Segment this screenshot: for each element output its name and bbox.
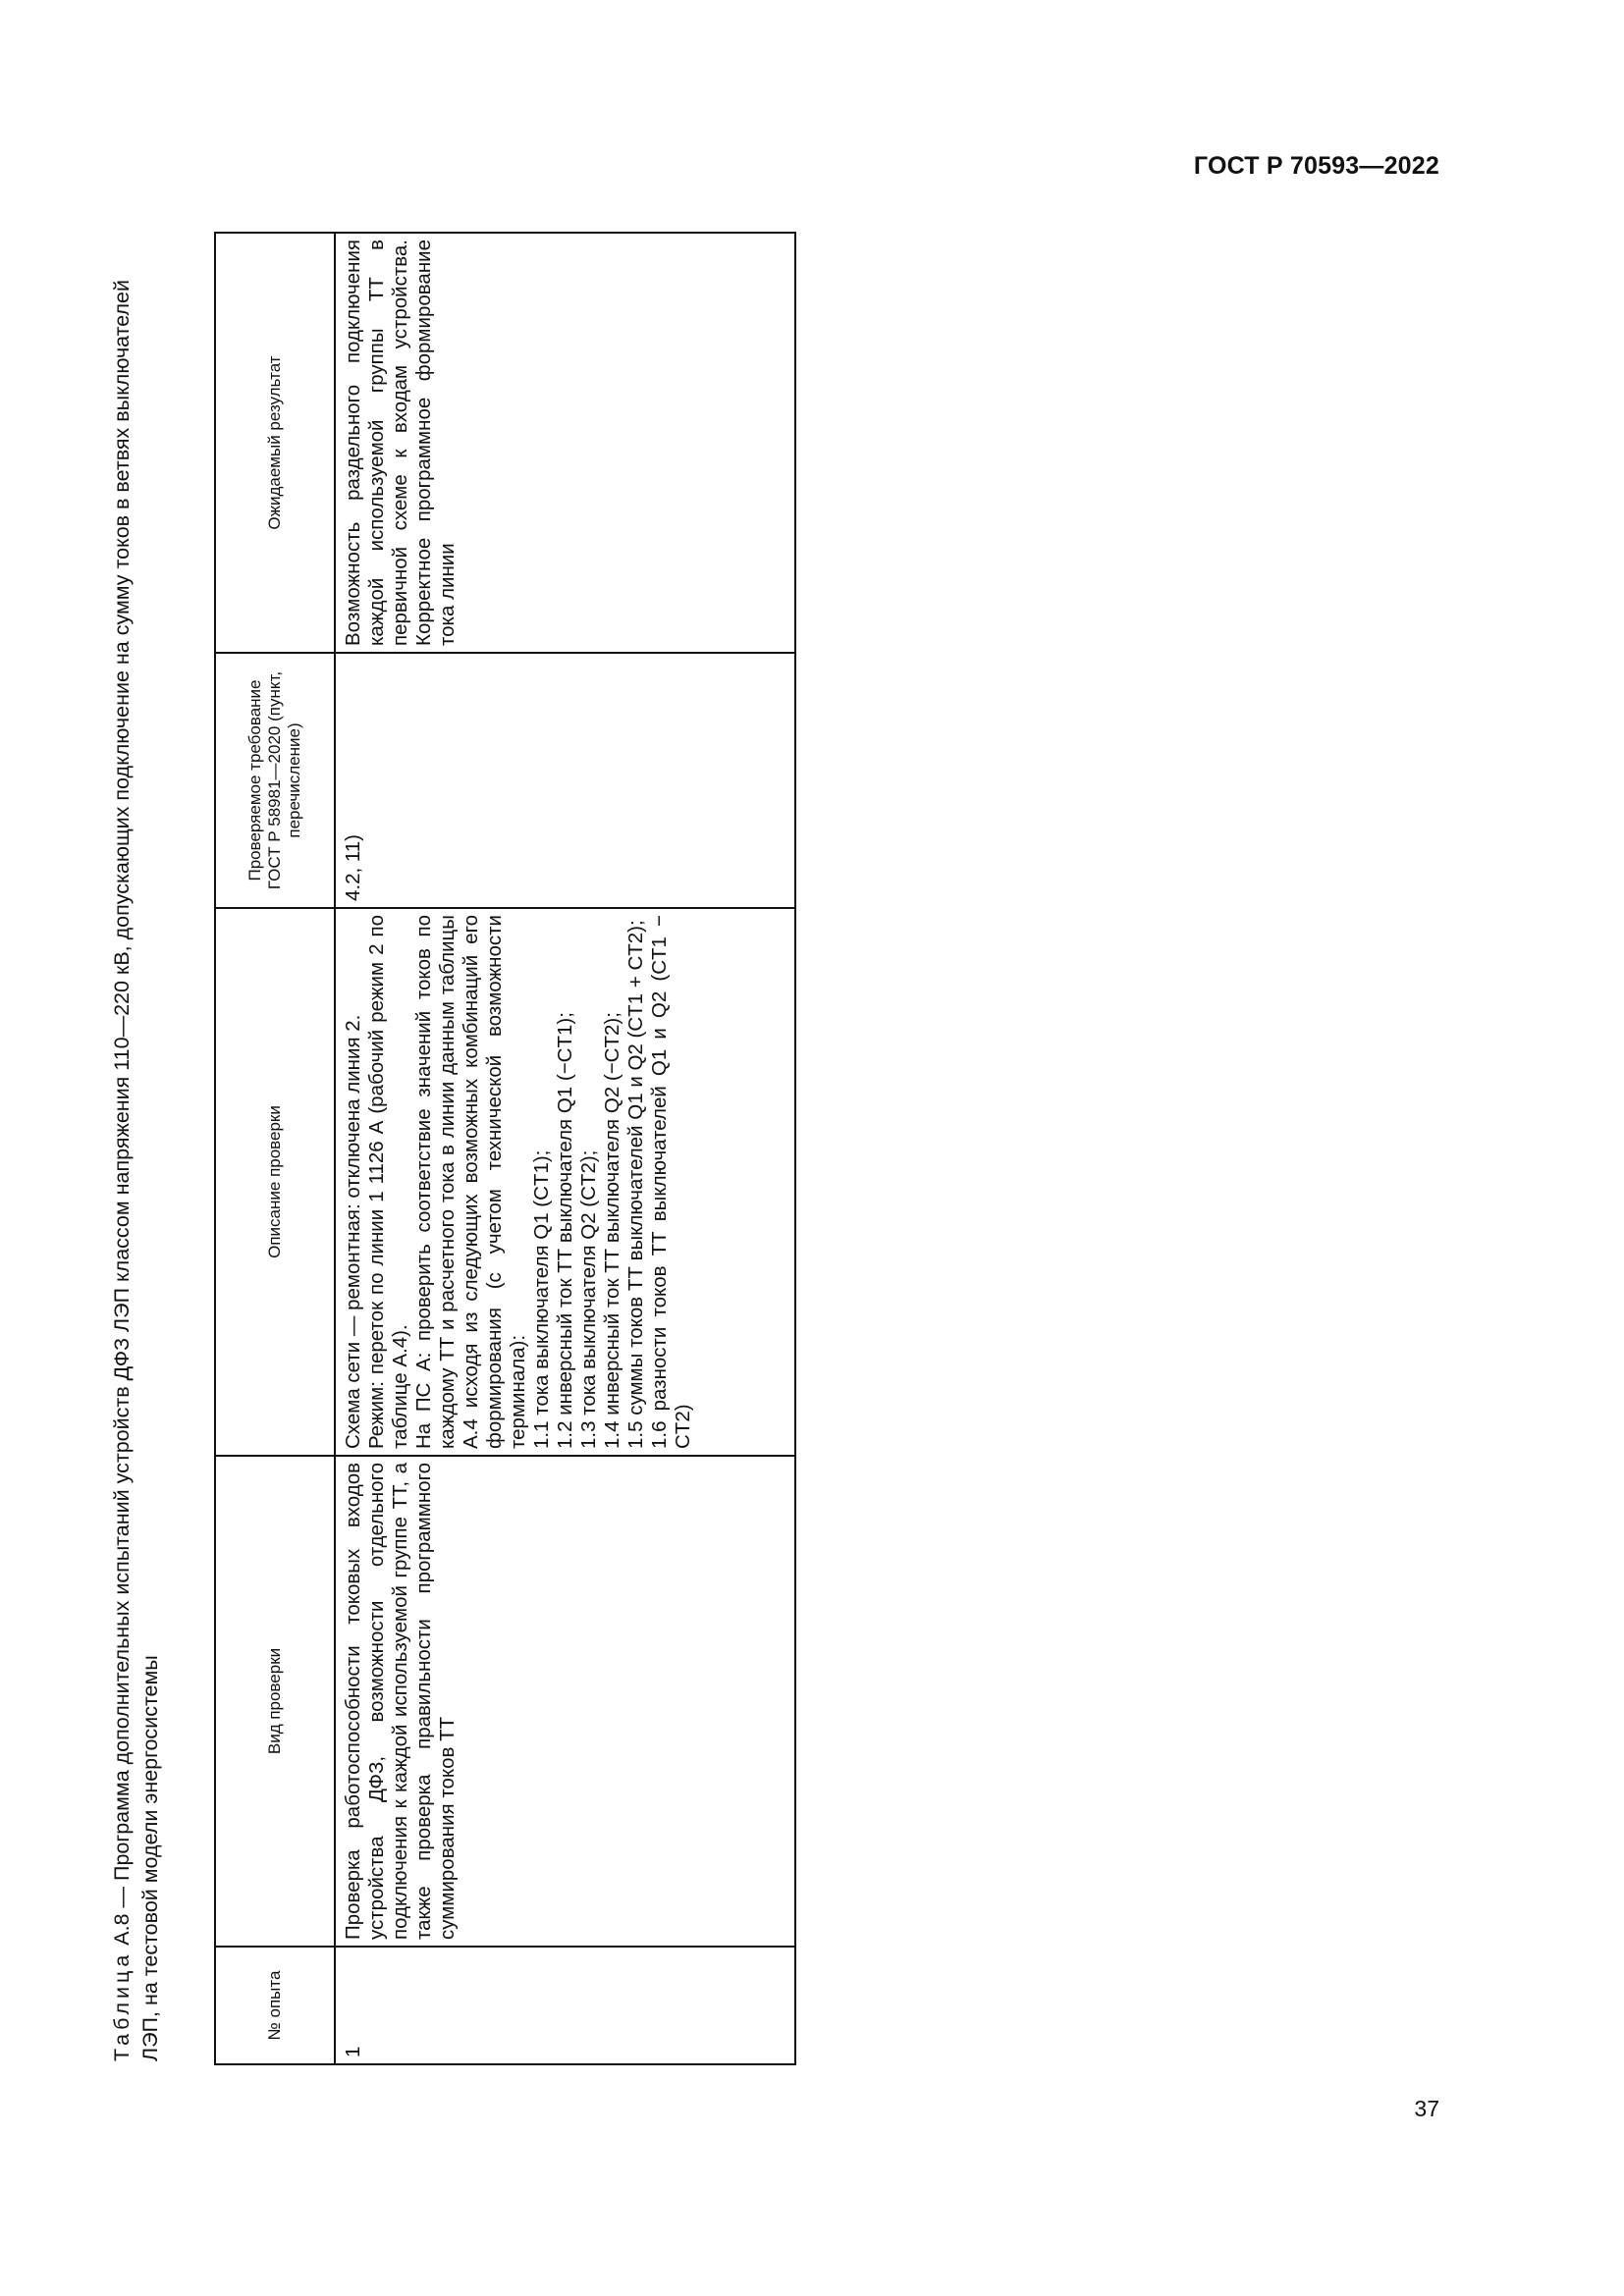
desc-line: 1.5 суммы токов ТТ выключателей Q1 и Q2 (CT1 + CT2); <box>624 920 647 1449</box>
table-header-row <box>215 233 335 2064</box>
cell-num: 1 <box>335 1947 795 2064</box>
page-number: 37 <box>1414 2096 1439 2121</box>
header-desc: Описание проверки <box>215 908 335 1456</box>
desc-line: На ПС А: проверить соответствие значений токов по каждому ТТ и расчетного тока в линии данным таблицы А.4 исходя из следующих возможных комбинаций его формирования (с учетом технической возможности терминала): <box>412 915 529 1449</box>
desc-line: 1.3 тока выключателя Q2 (CT2); <box>577 1149 600 1449</box>
cell-desc <box>335 908 795 1456</box>
header-res: Ожидаемый результат <box>215 233 335 653</box>
table-caption <box>108 245 165 2061</box>
cell-type: Проверка работоспособности токовых входов устройства ДФЗ, возможности отдельного подключения к каждой используемой группе ТТ, а также проверка правильности программного суммирования токов ТТ <box>335 1456 795 1947</box>
table-row <box>335 233 795 2064</box>
rotated-content <box>108 216 825 2071</box>
header-num: № опыта <box>215 1947 335 2064</box>
desc-line: 1.2 инверсный ток ТТ выключателя Q1 (−CT1); <box>554 1012 576 1449</box>
desc-line: 1.6 разности токов ТТ выключателей Q1 и Q2 (CT1 − CT2) <box>648 915 694 1449</box>
test-program-table <box>214 232 796 2065</box>
desc-line: 1.4 инверсный ток ТТ выключателя Q2 (−CT2); <box>601 1012 623 1449</box>
document-code: ГОСТ Р 70593—2022 <box>1193 152 1439 180</box>
caption-label: Таблица <box>110 1950 134 2061</box>
desc-line: Режим: переток по линии 1 1126 А (рабочий режим 2 по таблице А.4). <box>365 915 411 1449</box>
desc-line: 1.1 тока выключателя Q1 (CT1); <box>530 1149 553 1449</box>
header-type: Вид проверки <box>215 1456 335 1947</box>
cell-req: 4.2, 11) <box>335 653 795 908</box>
cell-res: Возможность раздельного подключения каждой используемой группы ТТ в первичной схеме к входам устройства. Корректное программное формирование тока линии <box>335 233 795 653</box>
caption-text: А.8 — Программа дополнительных испытаний устройств ДФЗ ЛЭП классом напряжения 110—220 кВ, допускающих подключение на сумму токов в ветвях выключателей ЛЭП, на тестовой модели энергосистемы <box>110 279 162 2061</box>
header-req: Проверяемое требование ГОСТ Р 58981—2020 (пункт, перечисление) <box>215 653 335 908</box>
desc-line: Схема сети — ремонтная: отключена линия 2. <box>342 1014 364 1449</box>
